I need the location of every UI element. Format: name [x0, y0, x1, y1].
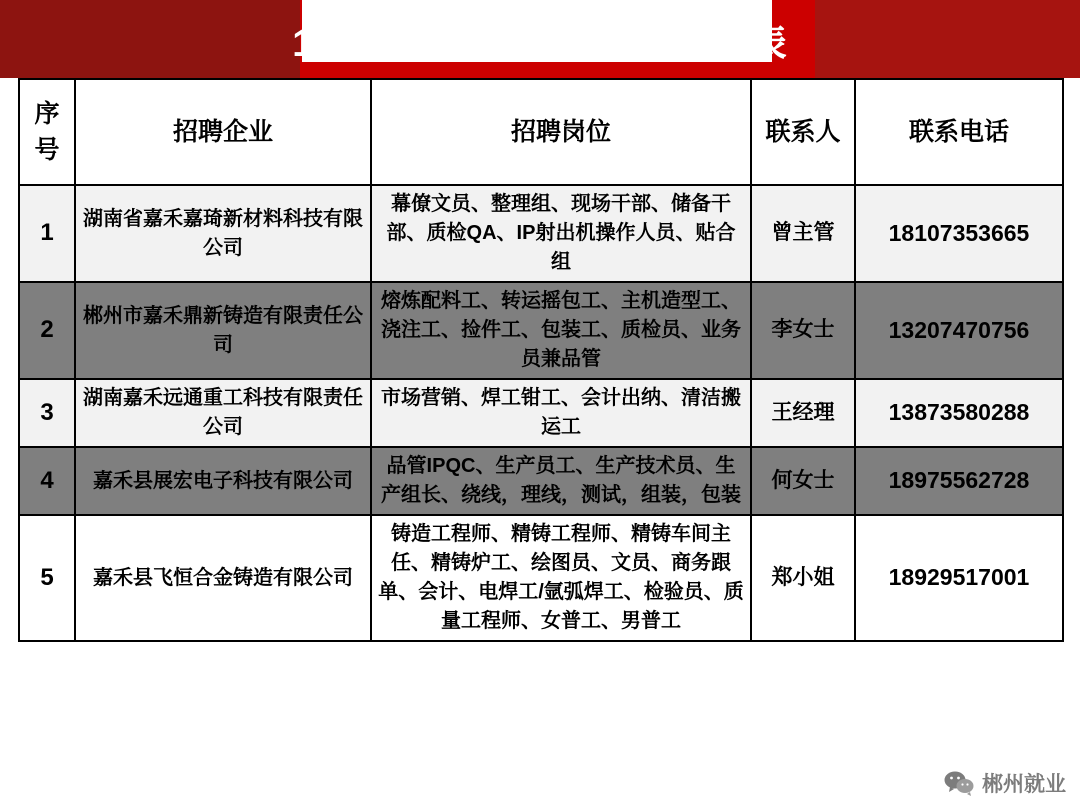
cell-contact: 王经理	[751, 379, 855, 447]
cell-contact: 何女士	[751, 447, 855, 515]
table-row	[19, 185, 1063, 282]
table-row	[19, 379, 1063, 447]
cell-contact: 李女士	[751, 282, 855, 379]
cell-company: 湖南省嘉禾嘉琦新材料科技有限公司	[75, 185, 371, 282]
cell-index: 1	[19, 185, 75, 282]
cell-index: 4	[19, 447, 75, 515]
cell-phone: 13207470756	[855, 282, 1063, 379]
cell-index: 3	[19, 379, 75, 447]
table-row	[19, 515, 1063, 641]
table-header-row	[19, 79, 1063, 185]
cell-phone: 18107353665	[855, 185, 1063, 282]
column-header-company: 招聘企业	[75, 79, 371, 185]
cell-contact: 曾主管	[751, 185, 855, 282]
jobs-table-container	[0, 78, 1080, 642]
header-banner	[0, 0, 1080, 78]
cell-position: 市场营销、焊工钳工、会计出纳、清洁搬运工	[371, 379, 751, 447]
column-header-index: 序号	[19, 79, 75, 185]
wechat-icon	[944, 770, 974, 796]
cell-company: 湖南嘉禾远通重工科技有限责任公司	[75, 379, 371, 447]
cell-index: 5	[19, 515, 75, 641]
cell-company: 郴州市嘉禾鼎新铸造有限责任公司	[75, 282, 371, 379]
table-row	[19, 447, 1063, 515]
table-row	[19, 282, 1063, 379]
cell-index: 2	[19, 282, 75, 379]
jobs-table	[18, 78, 1064, 642]
column-header-position: 招聘岗位	[371, 79, 751, 185]
cell-phone: 13873580288	[855, 379, 1063, 447]
cell-phone: 18975562728	[855, 447, 1063, 515]
cell-position: 幕僚文员、整理组、现场干部、储备干部、质检QA、IP射出机操作人员、贴合组	[371, 185, 751, 282]
cell-phone: 18929517001	[855, 515, 1063, 641]
cell-position: 熔炼配料工、转运摇包工、主机造型工、浇注工、捡件工、包装工、质检员、业务员兼品管	[371, 282, 751, 379]
cell-contact: 郑小姐	[751, 515, 855, 641]
cell-position: 铸造工程师、精铸工程师、精铸车间主任、精铸炉工、绘图员、文员、商务跟单、会计、电焊工/氩弧焊工、检验员、质量工程师、女普工、男普工	[371, 515, 751, 641]
column-header-phone: 联系电话	[855, 79, 1063, 185]
watermark-label: 郴州就业	[982, 773, 1066, 796]
page-title: 12月9日直播企业招聘一览表	[292, 22, 788, 65]
cell-position: 品管IPQC、生产员工、生产技术员、生产组长、绕线，理线，测试，组装，包装	[371, 447, 751, 515]
cell-company: 嘉禾县展宏电子科技有限公司	[75, 447, 371, 515]
watermark	[944, 768, 1066, 798]
cell-company: 嘉禾县飞恒合金铸造有限公司	[75, 515, 371, 641]
column-header-contact: 联系人	[751, 79, 855, 185]
